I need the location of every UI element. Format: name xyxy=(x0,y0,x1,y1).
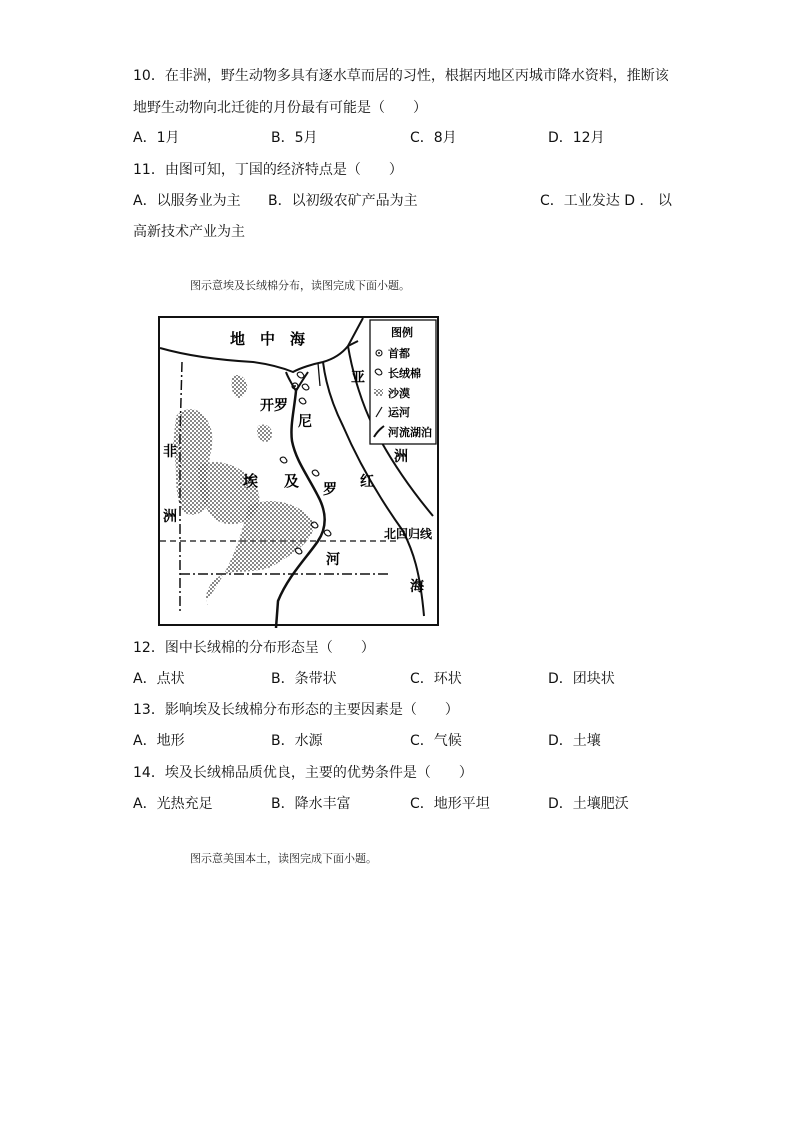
q10-option-a: A．1月 xyxy=(133,130,180,146)
q14-option-c: C．地形平坦 xyxy=(410,796,490,812)
label-asia-2: 洲 xyxy=(394,449,408,465)
q13-option-c: C．气候 xyxy=(410,733,462,749)
legend-canal: 运河 xyxy=(388,406,410,419)
legend-capital: 首都 xyxy=(388,347,410,360)
label-asia-1: 亚 xyxy=(351,370,365,386)
label-africa-2: 洲 xyxy=(163,509,177,525)
label-red-sea-1: 红 xyxy=(360,474,374,490)
map-legend xyxy=(370,320,436,444)
q12-option-c: C．环状 xyxy=(410,671,462,687)
label-red-sea-2: 海 xyxy=(410,579,424,595)
q14-option-b: B．降水丰富 xyxy=(271,796,351,812)
q11-option-b: B．以初级农矿产品为主 xyxy=(268,193,418,209)
legend-title: 图例 xyxy=(391,326,413,339)
label-nile-1: 尼 xyxy=(298,414,312,430)
q14-option-a: A．光热充足 xyxy=(133,796,213,812)
q11-option-cd: C．工业发达 D ． 以 xyxy=(540,193,672,209)
q10-line1: 10．在非洲，野生动物多具有逐水草而居的习性，根据丙地区丙城市降水资料，推断该 xyxy=(133,68,669,84)
label-egypt-1: 埃 xyxy=(243,472,259,490)
figure-caption-usa: 图示意美国本土，读图完成下面小题。 xyxy=(190,852,377,865)
label-nile-3: 河 xyxy=(326,552,340,568)
q13-stem: 13．影响埃及长绒棉分布形态的主要因素是（ ） xyxy=(133,702,459,718)
q10-option-d: D．12月 xyxy=(548,130,605,146)
label-egypt-2: 及 xyxy=(284,472,300,490)
legend-desert-icon xyxy=(374,389,383,396)
q14-stem: 14．埃及长绒棉品质优良，主要的优势条件是（ ） xyxy=(133,765,473,781)
label-mediterranean: 地 中 海 xyxy=(230,330,306,348)
q13-option-a: A．地形 xyxy=(133,733,185,749)
q12-option-a: A．点状 xyxy=(133,671,185,687)
egypt-cotton-map xyxy=(158,316,440,628)
figure-caption-egypt: 图示意埃及长绒棉分布，读图完成下面小题。 xyxy=(190,279,410,292)
legend-river: 河流湖泊 xyxy=(388,426,432,439)
q13-option-d: D．土壤 xyxy=(548,733,601,749)
q12-stem: 12．图中长绒棉的分布形态呈（ ） xyxy=(133,640,375,656)
q13-option-b: B．水源 xyxy=(271,733,323,749)
label-tropic: 北回归线 xyxy=(384,527,433,541)
q10-option-c: C．8月 xyxy=(410,130,457,146)
legend-desert: 沙漠 xyxy=(388,387,410,400)
q12-option-b: B．条带状 xyxy=(271,671,337,687)
q11-continuation: 高新技术产业为主 xyxy=(133,224,245,240)
q14-option-d: D．土壤肥沃 xyxy=(548,796,629,812)
label-cairo: 开罗 xyxy=(260,398,288,414)
label-nile-2: 罗 xyxy=(323,482,337,498)
q11-stem: 11．由图可知，丁国的经济特点是（ ） xyxy=(133,162,403,178)
q12-option-d: D．团块状 xyxy=(548,671,615,687)
legend-cotton: 长绒棉 xyxy=(388,367,421,380)
label-africa-1: 非 xyxy=(163,444,177,460)
q11-option-a: A．以服务业为主 xyxy=(133,193,241,209)
q10-line2: 地野生动物向北迁徙的月份最有可能是（ ） xyxy=(133,100,427,116)
q10-option-b: B．5月 xyxy=(271,130,318,146)
